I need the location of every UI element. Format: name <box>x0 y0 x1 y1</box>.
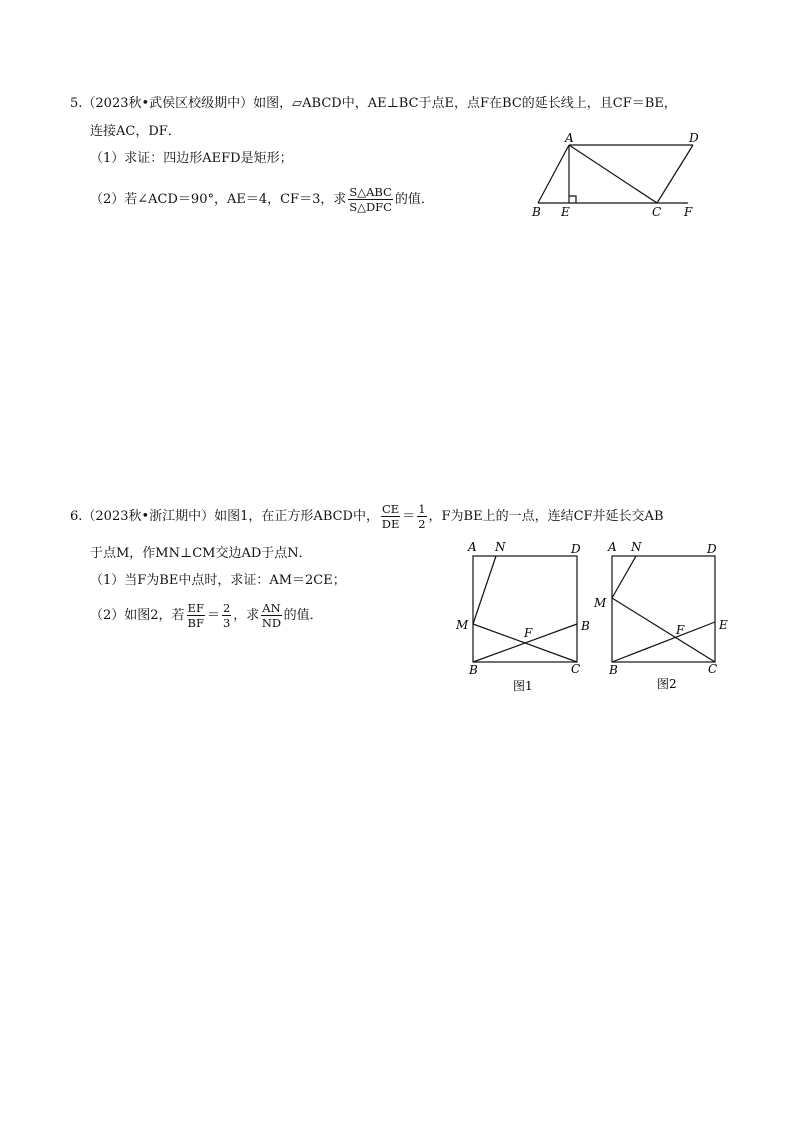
q6f1-label-C: C <box>571 662 581 676</box>
q6-ce-de-fraction: $\frac{CE}{DE}$ <box>381 502 400 531</box>
q5-heading: 5.（2023秋•武侯区校级期中）如图，▱ABCD中，AE⊥BC于点E，点F在BC的延长线上，且CF＝BE， <box>70 96 677 111</box>
q6-part2-mid: ，求 <box>233 608 260 623</box>
q5-part2-after: 的值． <box>394 192 434 207</box>
q5-label-B: B <box>532 205 541 219</box>
q5-area-fraction: $\frac{\text{S△ABC}}{\text{S△DFC}}$ <box>349 185 392 214</box>
q6f2-label-A: A <box>608 540 617 554</box>
q6-heading <box>70 497 664 537</box>
q6f1-label-E: B <box>581 619 590 633</box>
q6f2-label-C: C <box>708 662 718 676</box>
q6f2-label-B: B <box>609 663 618 677</box>
q5-parallelogram-figure <box>525 130 705 225</box>
q6f1-label-D: D <box>571 542 581 556</box>
q6-part2: （2）如图2，若 $\frac{EF}{BF}$ ＝ $\frac{2}{3}$ ，求 $\frac{AN}{ND}$ 的值． <box>90 601 323 630</box>
q6f2-caption: 图2 <box>657 677 677 691</box>
q6-an-nd-fraction: $\frac{AN}{ND}$ <box>261 601 282 630</box>
q6-part2-after: 的值． <box>283 608 323 623</box>
q5-line2: 连接AC，DF． <box>90 124 181 139</box>
q6-line2: 于点M，作MN⊥CM交边AD于点N． <box>90 546 312 561</box>
q6f1-label-B: B <box>469 663 478 677</box>
q6f2-label-M: M <box>594 596 607 610</box>
q6f2-label-F: F <box>676 623 685 637</box>
q6-figure-1 <box>452 538 592 698</box>
q6-figure-2 <box>591 538 736 698</box>
q5-part1: （1）求证：四边形AEFD是矩形； <box>90 151 293 166</box>
q6f1-label-N: N <box>495 540 506 554</box>
q6-part1: （1）当F为BE中点时，求证：AM＝2CE； <box>90 573 346 588</box>
q6f1-label-M: M <box>456 618 469 632</box>
q5-part2-before: （2）若∠ACD＝90°，AE＝4，CF＝3，求 <box>90 192 347 207</box>
q5-part2 <box>90 180 434 220</box>
q5-label-D: D <box>689 131 699 145</box>
q6f2-label-E: E <box>719 618 728 632</box>
q6f2-label-N: N <box>631 540 642 554</box>
q5-label-F: F <box>684 205 693 219</box>
q6-ef-bf-fraction: $\frac{EF}{BF}$ <box>187 601 204 630</box>
q5-label-E: E <box>561 205 570 219</box>
q6-equals: ＝ <box>402 509 416 524</box>
q5-label-C: C <box>652 205 662 219</box>
q6-heading-before: 6.（2023秋•浙江期中）如图1，在正方形ABCD中， <box>70 509 379 524</box>
q6-half-fraction: $\frac{1}{2}$ <box>418 502 426 531</box>
q6f1-label-A: A <box>468 540 477 554</box>
q6f1-caption: 图1 <box>513 679 533 693</box>
q6-heading-after: ，F为BE上的一点，连结CF并延长交AB <box>428 509 664 524</box>
q5-label-A: A <box>565 131 574 145</box>
q6-part2-before: （2）如图2，若 <box>90 608 185 623</box>
q6f2-label-D: D <box>707 542 717 556</box>
q6f1-label-F: F <box>524 626 533 640</box>
q6-two-thirds-fraction: $\frac{2}{3}$ <box>222 601 231 630</box>
